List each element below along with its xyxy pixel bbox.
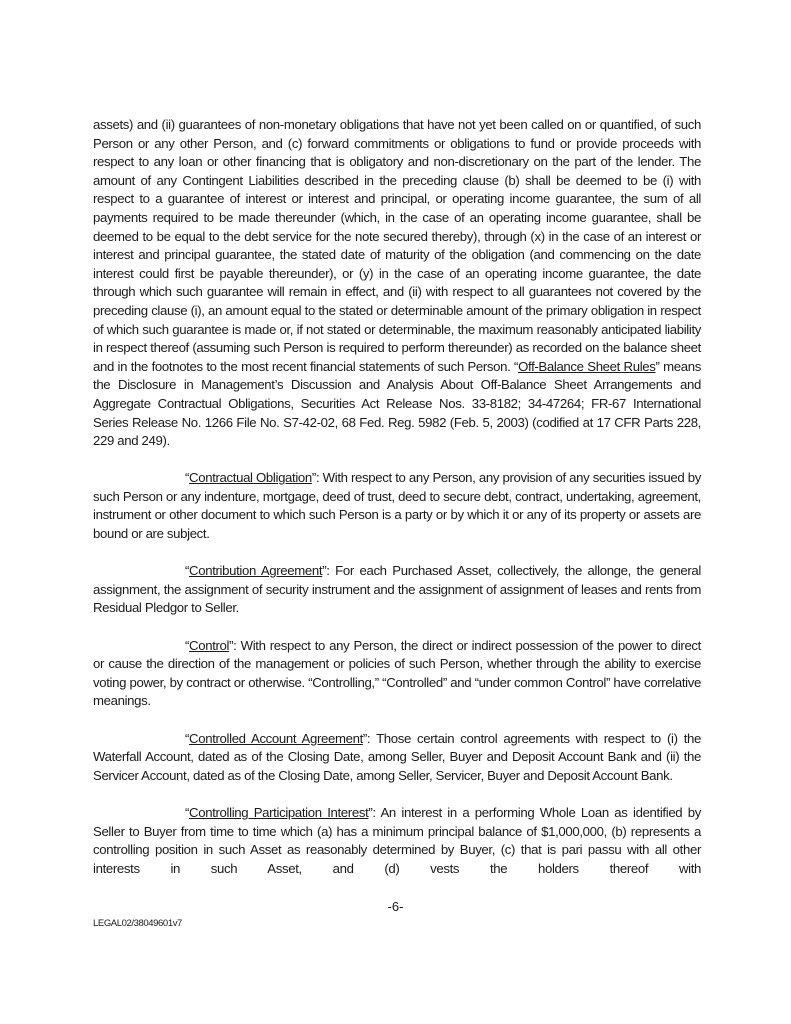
paragraph-text: ” means the Disclosure in Management’s Discussion and Analysis About Off-Balance Sheet Arrangements and Aggregate Contractual Obligations, Securities Act Release Nos. 33-8182; 34-47264; FR-67 International Series Release No. 1266 File No. S7-42-02, 68 Fed. Reg. 5982 (Feb. 5, 2003) (codified at 17 CFR Parts 228, 229 and 249). xyxy=(93,358,702,449)
definition-controlling-participation-interest xyxy=(93,804,701,878)
defined-term: Control xyxy=(189,637,230,653)
definition-control xyxy=(93,637,701,711)
open-quote: “ xyxy=(185,470,190,486)
definition-contribution-agreement xyxy=(93,562,701,618)
open-quote: “ xyxy=(185,804,190,820)
defined-term: Controlling Participation Interest xyxy=(189,804,369,820)
defined-term-off-balance-sheet-rules: Off-Balance Sheet Rules xyxy=(518,358,656,374)
definition-text: ”: Those certain control agreements with respect to (i) the Waterfall Account, dated as of the Closing Date, among Seller, Buyer and Deposit Account Bank and (ii) the Servicer Account, dated as of the Closing Date, among Seller, Servicer, Buyer and Deposit Account Bank. xyxy=(93,730,701,783)
defined-term: Contractual Obligation xyxy=(189,470,312,486)
definition-text: ”: With respect to any Person, the direct or indirect possession of the power to direct or cause the direction of the management or policies of such Person, whether through the ability to exercise voting power, by contract or otherwise. “Controlling,” “Controlled” and “under common Control” have correlative meanings. xyxy=(93,637,701,709)
document-body xyxy=(93,116,701,897)
open-quote: “ xyxy=(185,563,190,579)
definition-text: ”: An interest in a performing Whole Loan as identified by Seller to Buyer from time to time which (a) has a minimum principal balance of $1,000,000, (b) represents a controlling position in such Asset as reasonably determined by Buyer, (c) that is pari passu with all other interests in such Asset, and (d) vests the holders thereof with xyxy=(93,804,701,876)
paragraph-text: assets) and (ii) guarantees of non-monetary obligations that have not yet been called on or quantified, of such Person or any other Person, and (c) forward commitments or obligations to fund or provide proceeds with respect to any loan or other financing that is obligatory and non-discretionary on the part of the lender. The amount of any Contingent Liabilities described in the preceding clause (b) shall be deemed to be (i) with respect to a guarantee of interest or interest and principal, or operating income guarantee, the sum of all payments required to be made thereunder (which, in the case of an operating income guarantee, shall be deemed to be equal to the debt service for the note secured thereby), through (x) in the case of an interest or interest and principal guarantee, the stated date of maturity of the obligation (and commencing on the date interest could first be payable thereunder), or (y) in the case of an operating income guarantee, the date through which such guarantee will remain in effect, and (ii) with respect to all guarantees not covered by the preceding clause (i), an amount equal to the stated or determinable amount of the primary obligation in respect of which such guarantee is made or, if not stated or determinable, the maximum reasonably anticipated liability in respect thereof (assuming such Person is required to perform thereunder) as recorded on the balance sheet and in the footnotes to the most recent financial statements of such Person. “ xyxy=(93,117,701,374)
open-quote: “ xyxy=(185,637,190,653)
continuation-paragraph xyxy=(93,116,701,451)
defined-term: Contribution Agreement xyxy=(189,563,323,579)
page-number: -6- xyxy=(387,899,404,914)
definition-text: ”: With respect to any Person, any provision of any securities issued by such Person or any indenture, mortgage, deed of trust, deed to secure debt, contract, undertaking, agreement, instrument or other document to which such Person is a party or by which it or any of its property or assets are bound or are subject. xyxy=(93,470,701,542)
defined-term: Controlled Account Agreement xyxy=(189,730,363,746)
definition-contractual-obligation xyxy=(93,469,701,543)
open-quote: “ xyxy=(185,730,190,746)
definition-text: ”: For each Purchased Asset, collectively, the allonge, the general assignment, the assignment of security instrument and the assignment of assignment of leases and rents from Residual Pledgor to Seller. xyxy=(93,563,701,616)
definition-controlled-account-agreement xyxy=(93,730,701,786)
document-id: LEGAL02/38049601v7 xyxy=(93,918,182,929)
